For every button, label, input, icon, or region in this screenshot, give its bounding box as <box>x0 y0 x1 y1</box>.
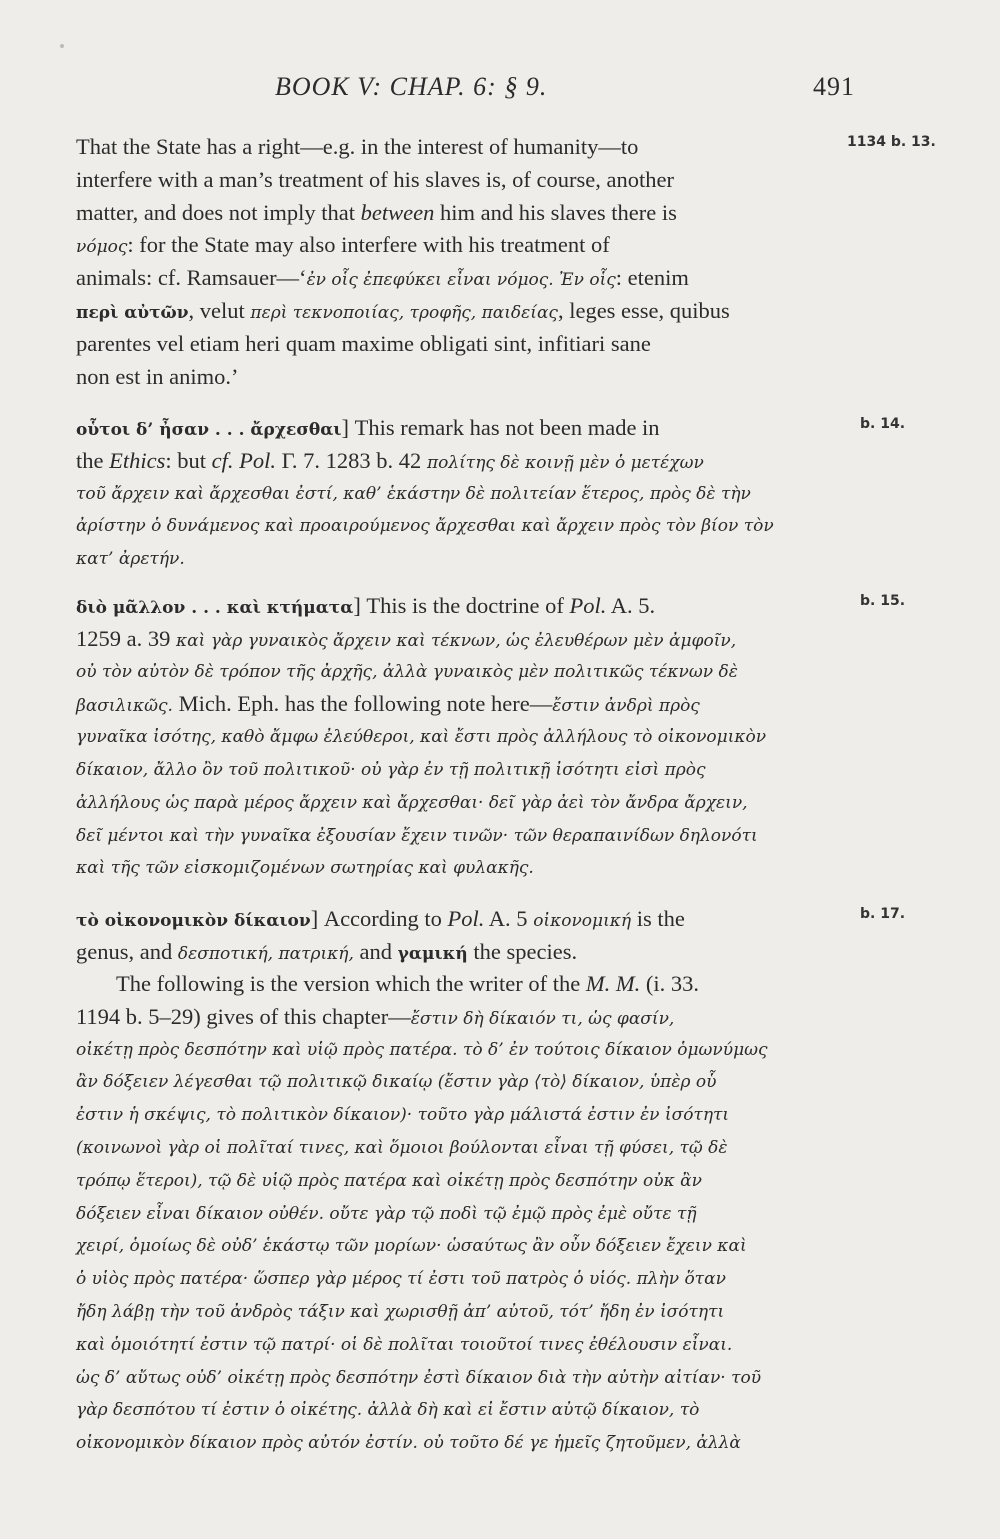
margin-reference: 1134 b. 13. <box>847 134 936 150</box>
text-line: genus, and δεσποτική, πατρική, and γαμική the species. <box>76 938 578 964</box>
text-line: 1194 b. 5–29) gives of this chapter—ἔστιν δὴ δίκαιόν τι, ὡς φασίν, <box>76 1003 675 1029</box>
text-line: νόμος: for the State may also interfere with his treatment of <box>76 232 610 258</box>
lemma: τὸ οἰκονομικὸν δίκαιον <box>76 911 311 931</box>
running-header <box>275 72 855 112</box>
text-line: γυναῖκα ἰσότης, καθὸ ἄμφω ἐλεύθεροι, καὶ ἔστι πρὸς ἀλλήλους τὸ οἰκονομικὸν <box>76 727 767 748</box>
lemma: διὸ μᾶλλον . . . καὶ κτήματα <box>76 598 354 618</box>
text-line: οἰκέτῃ πρὸς δεσπότην καὶ υἱῷ πρὸς πατέρα. τὸ δ’ ἐν τούτοις δίκαιον ὁμωνύμως <box>76 1039 768 1060</box>
text-line: interfere with a man’s treatment of his slaves is, of course, another <box>76 166 674 192</box>
text-line: ἀλλήλους ὡς παρὰ μέρος ἄρχειν καὶ ἄρχεσθαι· δεῖ γὰρ ἀεὶ τὸν ἄνδρα ἄρχειν, <box>76 792 748 813</box>
text-line: κατ’ ἀρετήν. <box>76 549 185 570</box>
text-line: καὶ τῆς τῶν εἰσκομιζομένων σωτηρίας καὶ φυλακῆς. <box>76 858 534 879</box>
text-line: That the State has a right—e.g. in the interest of humanity—to <box>76 134 639 159</box>
text-line: τρόπῳ ἕτεροι), τῷ δὲ υἱῷ πρὸς πατέρα καὶ οἰκέτῃ πρὸς δεσπότην οὐκ ἂν <box>76 1170 702 1191</box>
text-line: the Ethics: but cf. Pol. Γ. 7. 1283 b. 42 πολίτης δὲ κοινῇ μὲν ὁ μετέχων <box>76 447 704 473</box>
text-line: δίκαιον, ἄλλο ὂν τοῦ πολιτικοῦ· οὐ γὰρ ἐν τῇ πολιτικῇ ἰσότητι εἰσὶ πρὸς <box>76 759 706 780</box>
text-line: δεῖ μέντοι καὶ τὴν γυναῖκα ἐξουσίαν ἔχειν τινῶν· τῶν θεραπαινίδων δηλονότι <box>76 825 758 846</box>
text-line: ἂν δόξειεν λέγεσθαι τῷ πολιτικῷ δικαίῳ (ἔστιν γὰρ ⟨τὸ⟩ δίκαιον, ὑπὲρ οὗ <box>76 1072 717 1093</box>
text-line: matter, and does not imply that between him and his slaves there is <box>76 199 677 225</box>
text-line: τοῦ ἄρχειν καὶ ἄρχεσθαι ἐστί, καθ’ ἑκάστην δὲ πολιτείαν ἕτερος, πρὸς δὲ τὴν <box>76 483 751 504</box>
text-line: ὡς δ’ αὔτως οὐδ’ οἰκέτῃ πρὸς δεσπότην ἐστὶ δίκαιον διὰ τὴν αὐτὴν αἰτίαν· τοῦ <box>76 1367 762 1388</box>
text-line: τὸ οἰκονομικὸν δίκαιον] According to Pol. A. 5 οἰκονομική is the <box>76 906 685 931</box>
text-line: οὐ τὸν αὐτὸν δὲ τρόπον τῆς ἀρχῆς, ἀλλὰ γυναικὸς μὲν πολιτικῶς τέκνων δὲ <box>76 661 738 682</box>
page-speck <box>60 44 64 48</box>
text-line: οὗτοι δ’ ἦσαν . . . ἄρχεσθαι] This remark has not been made in <box>76 415 660 440</box>
text-line: διὸ μᾶλλον . . . καὶ κτήματα] This is the doctrine of Pol. A. 5. <box>76 593 656 618</box>
text-line: καὶ ὁμοιότητί ἐστιν τῷ πατρί· οἱ δὲ πολῖται τοιοῦτοί τινες ἐθέλουσιν εἶναι. <box>76 1334 733 1355</box>
text-line: ἐστιν ἡ σκέψις, τὸ πολιτικὸν δίκαιον)· τοῦτο γὰρ μάλιστά ἐστιν ἐν ἰσότητι <box>76 1105 730 1126</box>
text-line: ἀρίστην ὁ δυνάμενος καὶ προαιρούμενος ἄρχεσθαι καὶ ἄρχειν πρὸς τὸν βίον τὸν <box>76 516 774 537</box>
text-line: animals: cf. Ramsauer—‘ἐν οἷς ἐπεφύκει εἶναι νόμος. Ἐν οἷς: etenim <box>76 265 689 291</box>
text-line: 1259 a. 39 καὶ γὰρ γυναικὸς ἄρχειν καὶ τέκνων, ὡς ἐλευθέρων μὲν ἀμφοῖν, <box>76 625 737 651</box>
text-line: δόξειεν εἶναι δίκαιον οὐθέν. οὔτε γὰρ τῷ ποδὶ τῷ ἐμῷ πρὸς ἐμὲ οὔτε τῇ <box>76 1203 697 1224</box>
text-line: βασιλικῶς. Mich. Eph. has the following note here—ἔστιν ἀνδρὶ πρὸς <box>76 691 700 717</box>
margin-reference: b. 15. <box>860 593 906 609</box>
text-line: περὶ αὐτῶν, velut περὶ τεκνοποιίας, τροφῆς, παιδείας, leges esse, quibus <box>76 297 730 323</box>
paragraph-state-right <box>76 131 846 393</box>
text-line: (κοινωνοὶ γὰρ οἱ πολῖταί τινες, καὶ ὅμοιοι βούλονται εἶναι τῇ φύσει, τῷ δὲ <box>76 1137 728 1158</box>
text-line: χειρί, ὁμοίως δὲ οὐδ’ ἑκάστῳ τῶν μορίων· ὡσαύτως ἂν οὖν δόξειεν ἔχειν καὶ <box>76 1236 747 1257</box>
margin-reference: b. 17. <box>860 906 906 922</box>
paragraph-mm-version <box>76 968 846 1460</box>
page-number: 491 <box>813 72 855 101</box>
paragraph-dio-mallon <box>76 590 846 885</box>
text-line: parentes vel etiam heri quam maxime obligati sint, infitiari sane <box>76 330 651 356</box>
paragraph-outoi <box>76 412 846 576</box>
paragraph-oikonomikon <box>76 903 846 969</box>
text-line: ὁ υἱὸς πρὸς πατέρα· ὥσπερ γὰρ μέρος τί ἐστι τοῦ πατρὸς ὁ υἱός. πλὴν ὅταν <box>76 1269 726 1290</box>
margin-reference: b. 14. <box>860 416 906 432</box>
text-line: The following is the version which the writer of the M. M. (i. 33. <box>116 971 700 996</box>
text-line: ἤδη λάβῃ τὴν τοῦ ἀνδρὸς τάξιν καὶ χωρισθῇ ἀπ’ αὐτοῦ, τότ’ ἤδη ἐν ἰσότητι <box>76 1301 725 1322</box>
text-line: non est in animo.’ <box>76 363 239 389</box>
lemma: οὗτοι δ’ ἦσαν . . . ἄρχεσθαι <box>76 420 342 440</box>
running-title: BOOK V: CHAP. 6: § 9. <box>275 72 548 101</box>
text-line: γὰρ δεσπότου τί ἐστιν ὁ οἰκέτης. ἀλλὰ δὴ καὶ εἰ ἔστιν αὐτῷ δίκαιον, τὸ <box>76 1400 700 1421</box>
text-line: οἰκονομικὸν δίκαιον πρὸς αὐτόν ἐστίν. οὐ τοῦτο δέ γε ἡμεῖς ζητοῦμεν, ἀλλὰ <box>76 1433 741 1454</box>
